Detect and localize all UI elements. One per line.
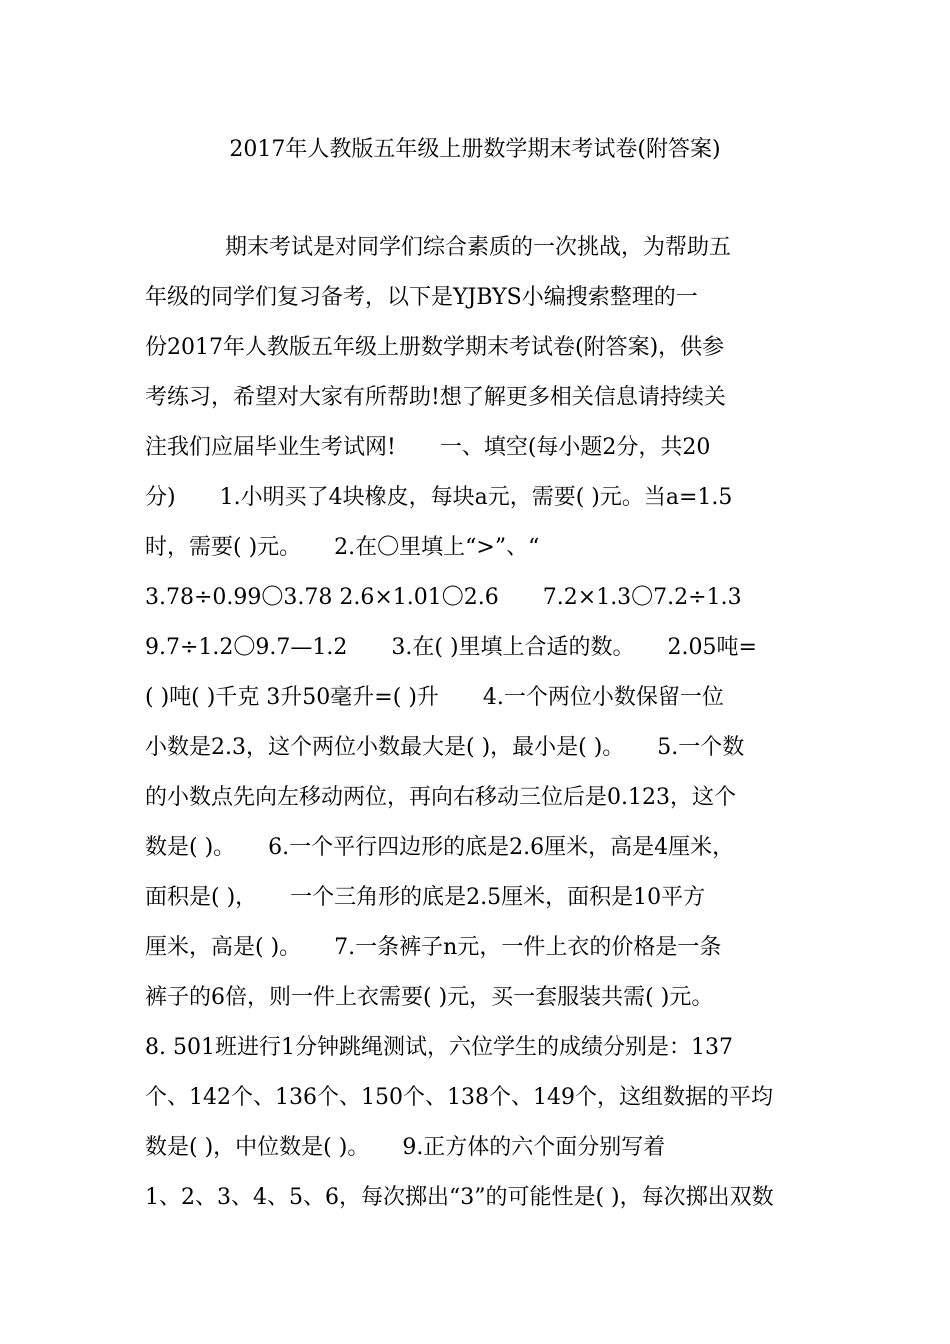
paragraph-line: 注我们应届毕业生考试网! 一、填空(每小题2分，共20 xyxy=(145,435,711,460)
paragraph-line: 考练习，希望对大家有所帮助!想了解更多相关信息请持续关 xyxy=(145,385,726,410)
paragraph-line: 个、142个、136个、150个、138个、149个，这组数据的平均 xyxy=(145,1085,773,1110)
paragraph-line: 期末考试是对同学们综合素质的一次挑战，为帮助五 xyxy=(225,235,732,260)
paragraph-line: 时，需要( )元。 2.在〇里填上“>”、“ xyxy=(145,535,540,560)
paragraph-line: 小数是2.3，这个两位小数最大是( )，最小是( )。 5.一个数 xyxy=(145,735,745,760)
paragraph-line: 数是( )，中位数是( )。 9.正方体的六个面分别写着 xyxy=(145,1135,666,1160)
paragraph-line: 裤子的6倍，则一件上衣需要( )元，买一套服装共需( )元。 xyxy=(145,985,714,1010)
paragraph-line: 数是( )。 6.一个平行四边形的底是2.6厘米，高是4厘米， xyxy=(145,835,735,860)
paragraph-line: 3.78÷0.99〇3.78 2.6×1.01〇2.6 7.2×1.3〇7.2÷1.3 xyxy=(145,585,742,610)
paragraph-line: 8. 501班进行1分钟跳绳测试，六位学生的成绩分别是：137 xyxy=(145,1035,733,1060)
paragraph-line: ( )吨( )千克 3升50毫升=( )升 4.一个两位小数保留一位 xyxy=(145,685,724,710)
paragraph-line: 9.7÷1.2〇9.7—1.2 3.在( )里填上合适的数。 2.05吨= xyxy=(145,635,757,660)
paragraph-line: 份2017年人教版五年级上册数学期末考试卷(附答案)，供参 xyxy=(145,335,725,360)
paragraph-line: 1、2、3、4、5、6，每次掷出“3”的可能性是( )，每次掷出双数 xyxy=(145,1185,774,1210)
document-title: 2017年人教版五年级上册数学期末考试卷(附答案) xyxy=(229,137,721,162)
paragraph-line: 年级的同学们复习备考，以下是YJBYS小编搜索整理的一 xyxy=(145,285,698,310)
paragraph-line: 面积是( )， 一个三角形的底是2.5厘米，面积是10平方 xyxy=(145,885,706,910)
paragraph-line: 厘米，高是( )。 7.一条裤子n元，一件上衣的价格是一条 xyxy=(145,935,722,960)
paragraph-line: 的小数点先向左移动两位，再向右移动三位后是0.123，这个 xyxy=(145,785,736,810)
paragraph-line: 分) 1.小明买了4块橡皮，每块a元，需要( )元。当a=1.5 xyxy=(145,485,733,510)
